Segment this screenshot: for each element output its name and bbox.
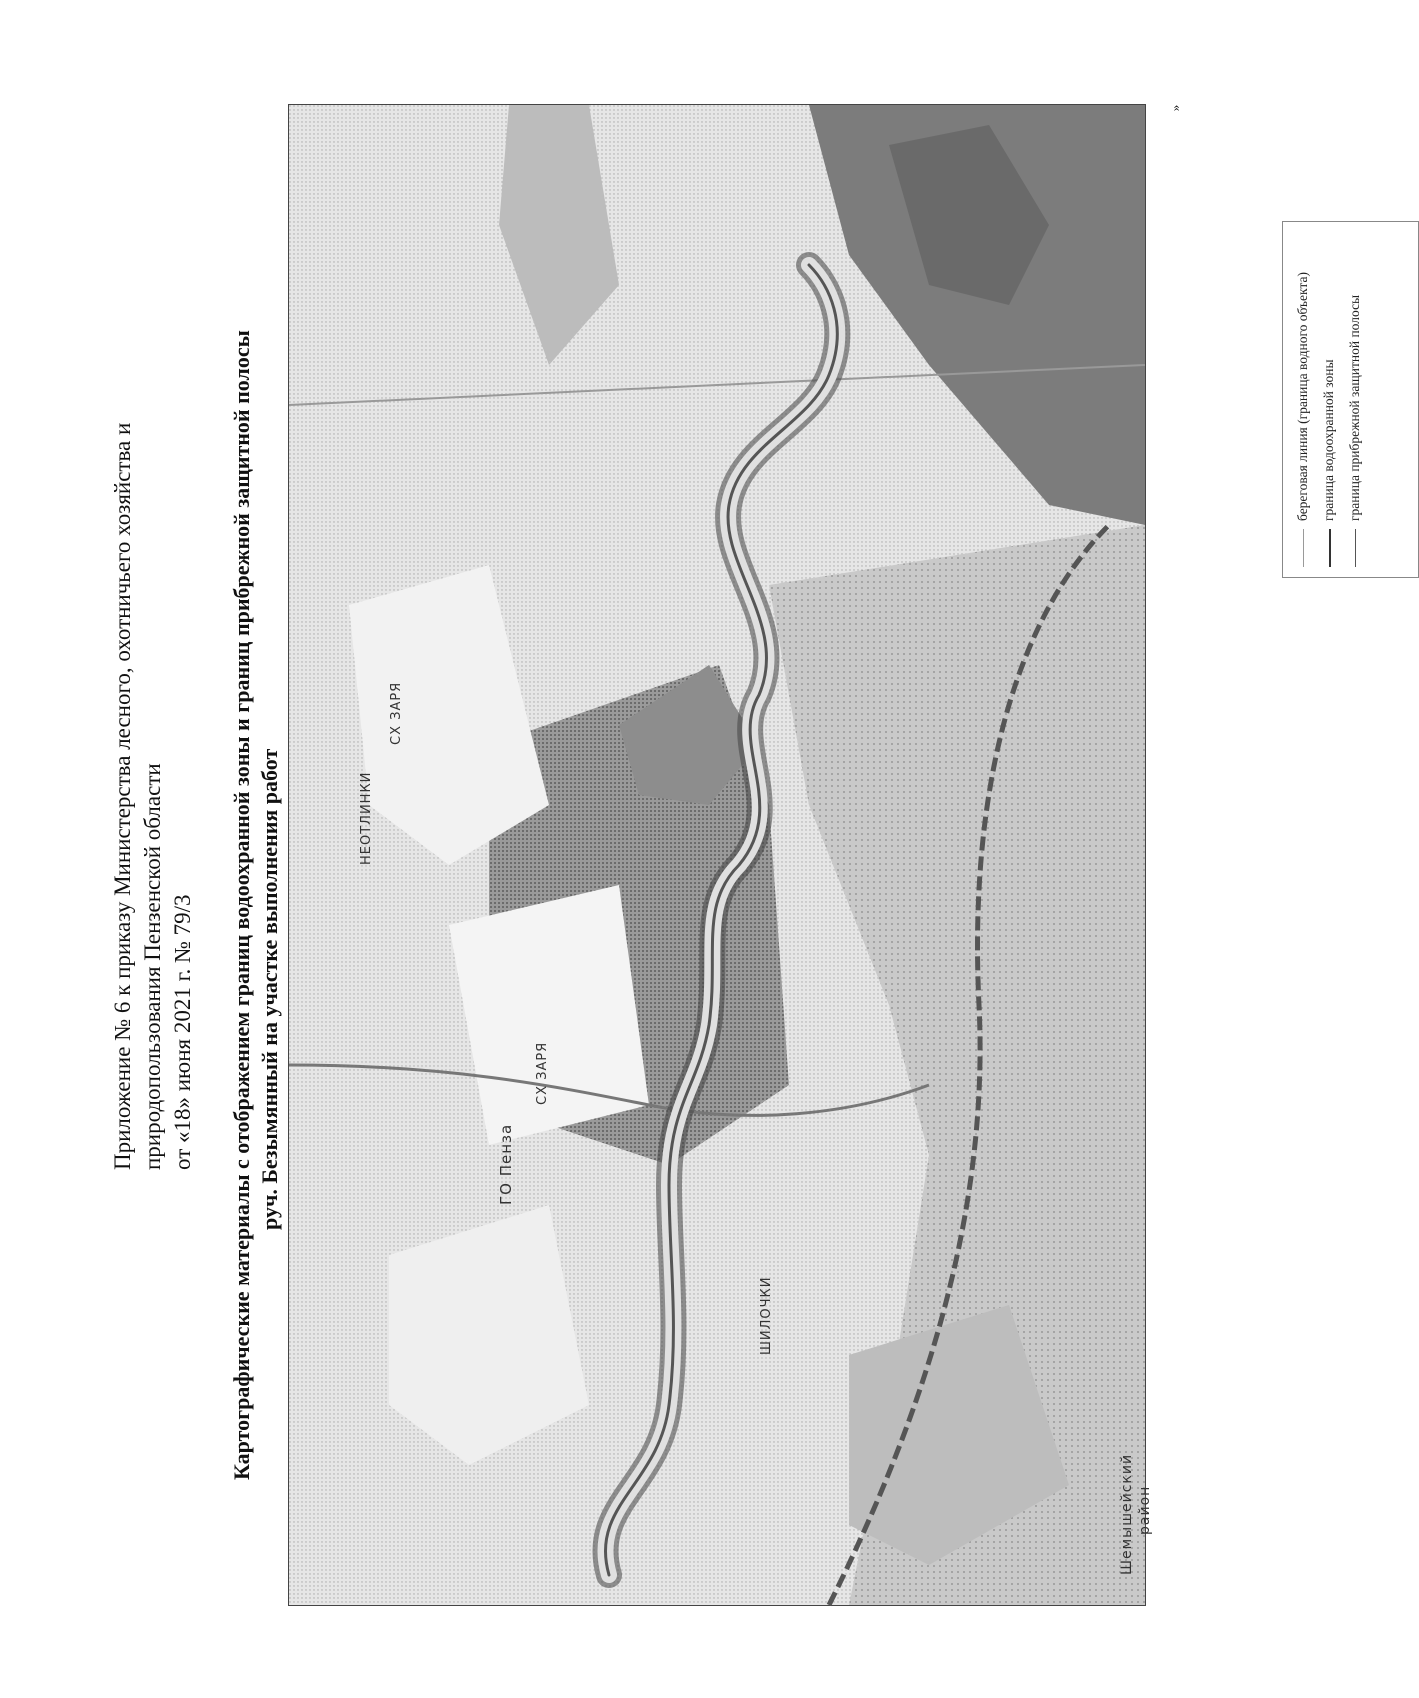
title-line-1: Картографические материалы с отображением границ водоохранной зоны и границ прибрежной защитной полосы bbox=[229, 330, 254, 1480]
label-shemysheysky: Шемышейский bbox=[1119, 1453, 1135, 1575]
legend-item-water-protection-zone bbox=[1321, 232, 1337, 567]
label-sh-zarya-1: СХ ЗАРЯ bbox=[535, 1041, 550, 1105]
legend-label-shoreline: береговая линия (граница водного объекта) bbox=[1295, 272, 1310, 521]
header-block bbox=[108, 423, 198, 1170]
document-title bbox=[228, 330, 284, 1480]
legend-label-water-protection-zone: граница водоохранной зоны bbox=[1321, 359, 1336, 521]
title-line-2: руч. Безымянный на участке выполнения работ bbox=[257, 748, 282, 1230]
legend-label-coastal-protection-strip: граница прибрежной защитной полосы bbox=[1347, 294, 1362, 521]
label-shiloch: ШИЛОЧКИ bbox=[759, 1276, 774, 1355]
label-go-penza: ГО Пенза bbox=[497, 1123, 515, 1205]
legend-swatch-water-protection-zone bbox=[1329, 529, 1331, 567]
label-rayon: район bbox=[1137, 1485, 1153, 1535]
legend-swatch-shoreline bbox=[1303, 529, 1304, 567]
header-line-3: от «18» июня 2021 г. № 79/3 bbox=[170, 894, 195, 1170]
map-canvas bbox=[289, 105, 1145, 1605]
corner-mark: » bbox=[1167, 104, 1183, 112]
legend-item-coastal-protection-strip bbox=[1347, 232, 1363, 567]
label-neotdinki: НЕОТЛИНКИ bbox=[359, 771, 374, 865]
legend-item-shoreline bbox=[1295, 232, 1311, 567]
header-line-1: Приложение № 6 к приказу Министерства лесного, охотничьего хозяйства и bbox=[110, 422, 135, 1170]
map-legend bbox=[1282, 221, 1419, 578]
label-sh-zarya-2: СХ ЗАРЯ bbox=[389, 681, 404, 745]
legend-swatch-coastal-protection-strip bbox=[1355, 529, 1356, 567]
header-line-2: природопользования Пензенской области bbox=[140, 763, 165, 1170]
map-frame bbox=[288, 104, 1362, 1606]
